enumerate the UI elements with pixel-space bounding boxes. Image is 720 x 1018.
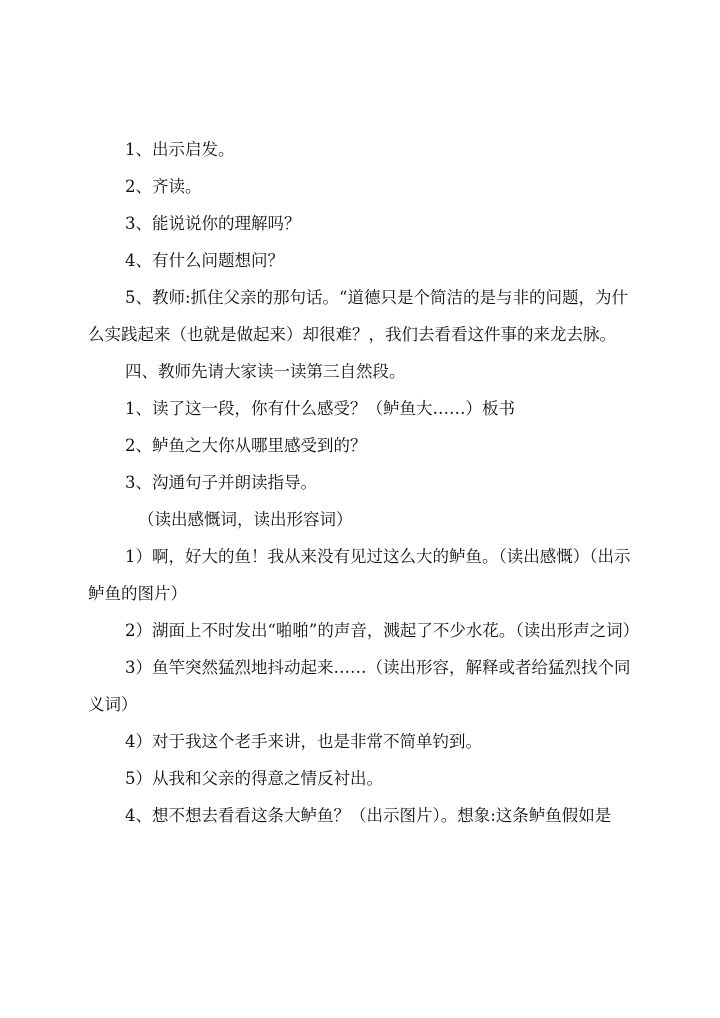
paragraph-sub-1: 1、读了这一段，你有什么感受？（鲈鱼大……）板书 <box>125 399 515 418</box>
paragraph-item-1: 1）啊，好大的鱼！我从来没有见过这么大的鲈鱼。（读出感慨）（出示鲈鱼的图片） <box>88 547 631 603</box>
paragraph-note: （读出感慨词，读出形容词） <box>138 510 353 529</box>
paragraph-item-2: 2）湖面上不时发出“啪啪”的声音，溅起了不少水花。（读出形声之词） <box>125 621 640 640</box>
paragraph-sub-2: 2、鲈鱼之大你从哪里感受到的？ <box>125 436 367 455</box>
paragraph-item-3: 3）鱼竿突然猛烈地抖动起来……（读出形容，解释或者给猛烈找个同义词） <box>88 658 631 714</box>
section-heading-four: 四、教师先请大家读一读第三自然段。 <box>125 362 406 381</box>
document-body <box>88 131 640 834</box>
paragraph-step-1: 1、出示启发。 <box>125 140 235 159</box>
paragraph-step-5: 5、教师:抓住父亲的那句话。“道德只是个简洁的是与非的问题，为什么实践起来（也就是做起来）却很难？，我们去看看这件事的来龙去脉。 <box>88 288 628 344</box>
paragraph-sub-4: 4、想不想去看看这条大鲈鱼？（出示图片）。想象:这条鲈鱼假如是 <box>125 806 612 825</box>
paragraph-step-4: 4、有什么问题想问？ <box>125 251 284 270</box>
paragraph-step-3: 3、能说说你的理解吗？ <box>125 214 301 233</box>
paragraph-step-2: 2、齐读。 <box>125 177 202 196</box>
paragraph-sub-3: 3、沟通句子并朗读指导。 <box>125 473 317 492</box>
paragraph-item-4: 4）对于我这个老手来讲，也是非常不简单钓到。 <box>125 732 482 751</box>
paragraph-item-5: 5）从我和父亲的得意之情反衬出。 <box>125 769 383 788</box>
